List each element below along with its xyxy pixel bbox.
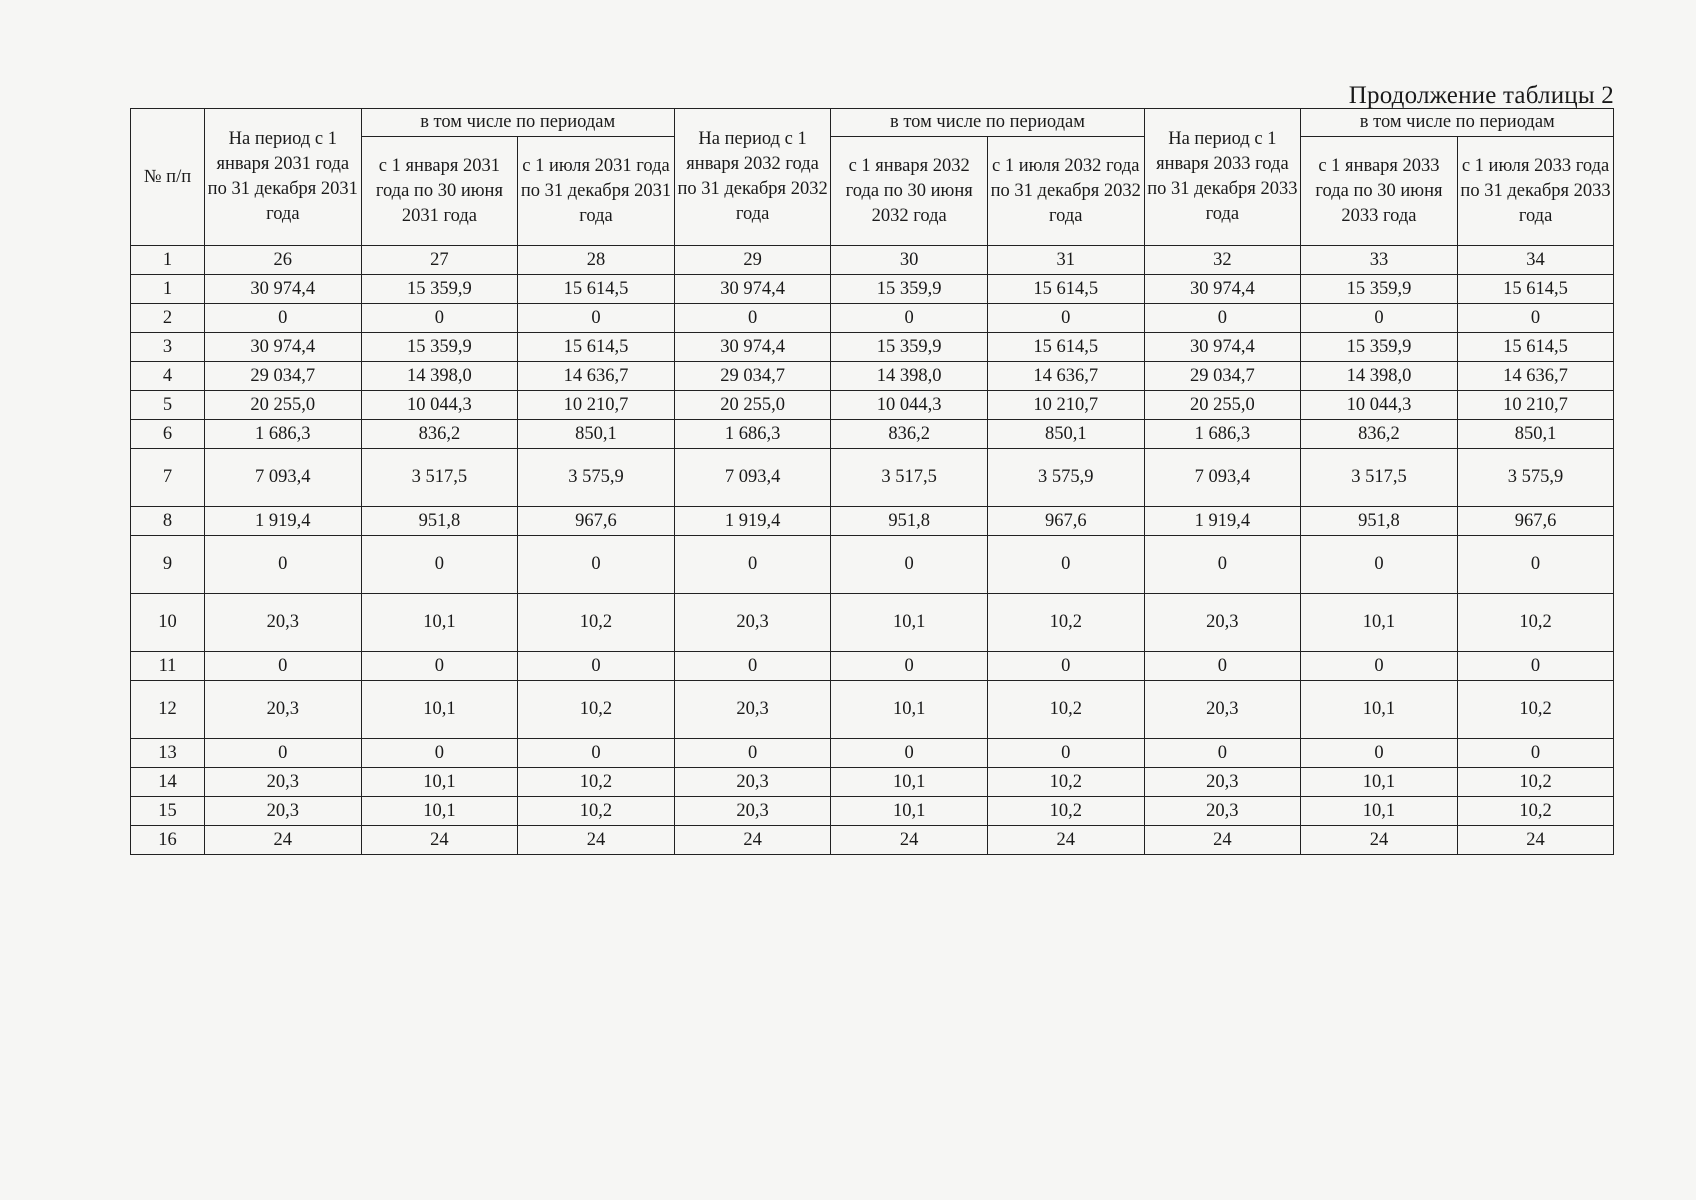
column-number-row — [131, 246, 1614, 275]
table-cell: 0 — [518, 739, 675, 768]
table-cell: 3 575,9 — [987, 449, 1144, 507]
table-row — [131, 797, 1614, 826]
table-row — [131, 507, 1614, 536]
table-cell: 24 — [1301, 826, 1458, 855]
table-cell: 1 919,4 — [674, 507, 831, 536]
table-cell: 0 — [518, 536, 675, 594]
table-cell: 14 636,7 — [1457, 362, 1614, 391]
table-cell: 24 — [1457, 826, 1614, 855]
table-cell: 24 — [518, 826, 675, 855]
period-second-half-header: с 1 июля 2032 года по 31 декабря 2032 года — [987, 137, 1144, 246]
table-cell: 0 — [987, 536, 1144, 594]
table-cell: 10,2 — [987, 768, 1144, 797]
period-second-half-header: с 1 июля 2033 года по 31 декабря 2033 года — [1457, 137, 1614, 246]
table-row — [131, 391, 1614, 420]
table-cell: 10,1 — [361, 797, 518, 826]
period-group-header: в том числе по периодам — [361, 109, 674, 137]
table-cell: 14 398,0 — [361, 362, 518, 391]
table-cell: 0 — [361, 304, 518, 333]
table-cell: 14 398,0 — [831, 362, 988, 391]
table-cell: 10,2 — [987, 681, 1144, 739]
table-cell: 10,1 — [831, 797, 988, 826]
table-cell: 30 974,4 — [1144, 333, 1301, 362]
period-second-half-header: с 1 июля 2031 года по 31 декабря 2031 года — [518, 137, 675, 246]
table-cell: 1 919,4 — [205, 507, 362, 536]
table-cell: 0 — [1457, 652, 1614, 681]
table-row — [131, 768, 1614, 797]
column-number: 34 — [1457, 246, 1614, 275]
table-cell: 0 — [987, 739, 1144, 768]
table-cell: 30 974,4 — [205, 275, 362, 304]
table-cell: 10,1 — [1301, 768, 1458, 797]
period-full-header: На период с 1 января 2032 года по 31 декабря 2032 года — [674, 109, 831, 246]
table-cell: 15 359,9 — [1301, 333, 1458, 362]
table-cell: 30 974,4 — [674, 333, 831, 362]
table-cell: 0 — [361, 652, 518, 681]
table-cell: 15 359,9 — [361, 275, 518, 304]
table-cell: 10 210,7 — [1457, 391, 1614, 420]
row-number: 13 — [131, 739, 205, 768]
table-cell: 0 — [831, 304, 988, 333]
table-cell: 10,1 — [361, 594, 518, 652]
table-cell: 10,1 — [1301, 681, 1458, 739]
table-cell: 0 — [1301, 739, 1458, 768]
row-number: 12 — [131, 681, 205, 739]
table-cell: 967,6 — [518, 507, 675, 536]
table-cell: 836,2 — [361, 420, 518, 449]
column-number: 28 — [518, 246, 675, 275]
row-number: 9 — [131, 536, 205, 594]
table-cell: 29 034,7 — [674, 362, 831, 391]
table-cell: 24 — [674, 826, 831, 855]
table-cell: 1 686,3 — [205, 420, 362, 449]
table-cell: 850,1 — [987, 420, 1144, 449]
row-number: 14 — [131, 768, 205, 797]
period-first-half-header: с 1 января 2031 года по 30 июня 2031 года — [361, 137, 518, 246]
table-row — [131, 362, 1614, 391]
table-cell: 0 — [205, 739, 362, 768]
row-number: 7 — [131, 449, 205, 507]
row-number: 10 — [131, 594, 205, 652]
table-cell: 0 — [987, 304, 1144, 333]
table-cell: 10,2 — [518, 797, 675, 826]
period-group-header: в том числе по периодам — [831, 109, 1144, 137]
table-cell: 10,2 — [518, 681, 675, 739]
table-cell: 7 093,4 — [205, 449, 362, 507]
row-number: 2 — [131, 304, 205, 333]
table-cell: 14 398,0 — [1301, 362, 1458, 391]
table-cell: 1 919,4 — [1144, 507, 1301, 536]
table-cell: 951,8 — [831, 507, 988, 536]
row-number: 8 — [131, 507, 205, 536]
table-row — [131, 333, 1614, 362]
column-number: 30 — [831, 246, 988, 275]
table-cell: 24 — [1144, 826, 1301, 855]
table-cell: 0 — [674, 739, 831, 768]
table-cell: 10,2 — [1457, 594, 1614, 652]
table-cell: 0 — [674, 304, 831, 333]
table-row — [131, 826, 1614, 855]
table-cell: 0 — [674, 536, 831, 594]
table-cell: 836,2 — [831, 420, 988, 449]
table-cell: 24 — [831, 826, 988, 855]
table-cell: 3 575,9 — [518, 449, 675, 507]
table-cell: 10,1 — [831, 681, 988, 739]
table-cell: 10,2 — [1457, 681, 1614, 739]
period-first-half-header: с 1 января 2033 года по 30 июня 2033 года — [1301, 137, 1458, 246]
table-cell: 10 044,3 — [1301, 391, 1458, 420]
table-cell: 3 517,5 — [361, 449, 518, 507]
table-cell: 20,3 — [205, 797, 362, 826]
table-cell: 20,3 — [1144, 768, 1301, 797]
table-cell: 30 974,4 — [1144, 275, 1301, 304]
table-body — [131, 275, 1614, 855]
num-header: № п/п — [131, 109, 205, 246]
table-row — [131, 420, 1614, 449]
row-number: 16 — [131, 826, 205, 855]
table-cell: 15 359,9 — [831, 333, 988, 362]
row-number: 5 — [131, 391, 205, 420]
column-number: 26 — [205, 246, 362, 275]
table-cell: 1 686,3 — [674, 420, 831, 449]
table-cell: 20,3 — [674, 594, 831, 652]
table-cell: 15 614,5 — [1457, 275, 1614, 304]
table-cell: 14 636,7 — [518, 362, 675, 391]
table-cell: 20,3 — [674, 797, 831, 826]
table-cell: 10,2 — [1457, 797, 1614, 826]
table-cell: 0 — [205, 304, 362, 333]
table-row — [131, 739, 1614, 768]
table-cell: 1 686,3 — [1144, 420, 1301, 449]
table-cell: 0 — [831, 536, 988, 594]
table-cell: 967,6 — [1457, 507, 1614, 536]
header-row-top — [131, 109, 1614, 137]
table-cell: 3 517,5 — [1301, 449, 1458, 507]
row-number: 15 — [131, 797, 205, 826]
table-cell: 30 974,4 — [205, 333, 362, 362]
table-cell: 0 — [205, 652, 362, 681]
table-cell: 10,2 — [1457, 768, 1614, 797]
table-cell: 20,3 — [674, 681, 831, 739]
table-cell: 10,2 — [987, 797, 1144, 826]
table-cell: 24 — [987, 826, 1144, 855]
row-number: 11 — [131, 652, 205, 681]
table-cell: 15 614,5 — [518, 275, 675, 304]
table-cell: 10,1 — [831, 768, 988, 797]
table-row — [131, 449, 1614, 507]
table-cell: 20 255,0 — [205, 391, 362, 420]
table-cell: 951,8 — [1301, 507, 1458, 536]
table-header — [131, 109, 1614, 275]
column-number: 32 — [1144, 246, 1301, 275]
table-cell: 20,3 — [1144, 681, 1301, 739]
table-cell: 20,3 — [205, 768, 362, 797]
table-cell: 20,3 — [674, 768, 831, 797]
table-cell: 15 614,5 — [1457, 333, 1614, 362]
table-caption: Продолжение таблицы 2 — [1348, 82, 1614, 109]
table-cell: 0 — [987, 652, 1144, 681]
period-full-header: На период с 1 января 2031 года по 31 декабря 2031 года — [205, 109, 362, 246]
table-cell: 0 — [831, 652, 988, 681]
table-cell: 0 — [674, 652, 831, 681]
table-cell: 0 — [361, 739, 518, 768]
column-number: 1 — [131, 246, 205, 275]
table-cell: 30 974,4 — [674, 275, 831, 304]
table-cell: 10,2 — [987, 594, 1144, 652]
table-cell: 7 093,4 — [1144, 449, 1301, 507]
table-row — [131, 652, 1614, 681]
table-cell: 10,1 — [361, 768, 518, 797]
table-cell: 0 — [1144, 536, 1301, 594]
table-cell: 0 — [361, 536, 518, 594]
table-cell: 3 575,9 — [1457, 449, 1614, 507]
table-cell: 10,1 — [361, 681, 518, 739]
table-cell: 24 — [361, 826, 518, 855]
table-cell: 10,1 — [1301, 594, 1458, 652]
table-cell: 15 359,9 — [361, 333, 518, 362]
table-cell: 10,2 — [518, 768, 675, 797]
row-number: 1 — [131, 275, 205, 304]
table-cell: 20,3 — [205, 594, 362, 652]
period-group-header: в том числе по периодам — [1301, 109, 1614, 137]
table-cell: 836,2 — [1301, 420, 1458, 449]
table-cell: 951,8 — [361, 507, 518, 536]
table-cell: 14 636,7 — [987, 362, 1144, 391]
table-cell: 0 — [1144, 304, 1301, 333]
table-cell: 10,1 — [1301, 797, 1458, 826]
table-cell: 7 093,4 — [674, 449, 831, 507]
table-cell: 20,3 — [1144, 797, 1301, 826]
column-number: 33 — [1301, 246, 1458, 275]
table-cell: 967,6 — [987, 507, 1144, 536]
table-cell: 0 — [518, 652, 675, 681]
table-cell: 850,1 — [1457, 420, 1614, 449]
table-cell: 20 255,0 — [1144, 391, 1301, 420]
column-number: 29 — [674, 246, 831, 275]
table-cell: 0 — [1301, 652, 1458, 681]
table-cell: 0 — [1301, 536, 1458, 594]
table-cell: 0 — [518, 304, 675, 333]
table-cell: 10 044,3 — [831, 391, 988, 420]
table-row — [131, 304, 1614, 333]
table-cell: 10,2 — [518, 594, 675, 652]
row-number: 3 — [131, 333, 205, 362]
table-cell: 850,1 — [518, 420, 675, 449]
row-number: 6 — [131, 420, 205, 449]
column-number: 27 — [361, 246, 518, 275]
table-cell: 15 614,5 — [518, 333, 675, 362]
table-cell: 0 — [1457, 536, 1614, 594]
table-cell: 0 — [1301, 304, 1458, 333]
table-cell: 20 255,0 — [674, 391, 831, 420]
table-cell: 15 359,9 — [831, 275, 988, 304]
table-cell: 29 034,7 — [1144, 362, 1301, 391]
table-cell: 29 034,7 — [205, 362, 362, 391]
table-cell: 0 — [1144, 652, 1301, 681]
period-full-header: На период с 1 января 2033 года по 31 декабря 2033 года — [1144, 109, 1301, 246]
column-number: 31 — [987, 246, 1144, 275]
table-cell: 15 614,5 — [987, 333, 1144, 362]
table-cell: 15 614,5 — [987, 275, 1144, 304]
period-first-half-header: с 1 января 2032 года по 30 июня 2032 года — [831, 137, 988, 246]
table-cell: 10 210,7 — [987, 391, 1144, 420]
table-cell: 0 — [831, 739, 988, 768]
table-cell: 0 — [1144, 739, 1301, 768]
table-cell: 20,3 — [205, 681, 362, 739]
table-cell: 0 — [1457, 739, 1614, 768]
table-cell: 20,3 — [1144, 594, 1301, 652]
table-cell: 10 044,3 — [361, 391, 518, 420]
table-cell: 10,1 — [831, 594, 988, 652]
table-cell: 3 517,5 — [831, 449, 988, 507]
table-cell: 10 210,7 — [518, 391, 675, 420]
table-row — [131, 536, 1614, 594]
table-cell: 24 — [205, 826, 362, 855]
table-cell: 0 — [205, 536, 362, 594]
table-cell: 15 359,9 — [1301, 275, 1458, 304]
table-cell: 0 — [1457, 304, 1614, 333]
table-row — [131, 681, 1614, 739]
table-row — [131, 275, 1614, 304]
row-number: 4 — [131, 362, 205, 391]
data-table — [130, 108, 1614, 855]
table-row — [131, 594, 1614, 652]
